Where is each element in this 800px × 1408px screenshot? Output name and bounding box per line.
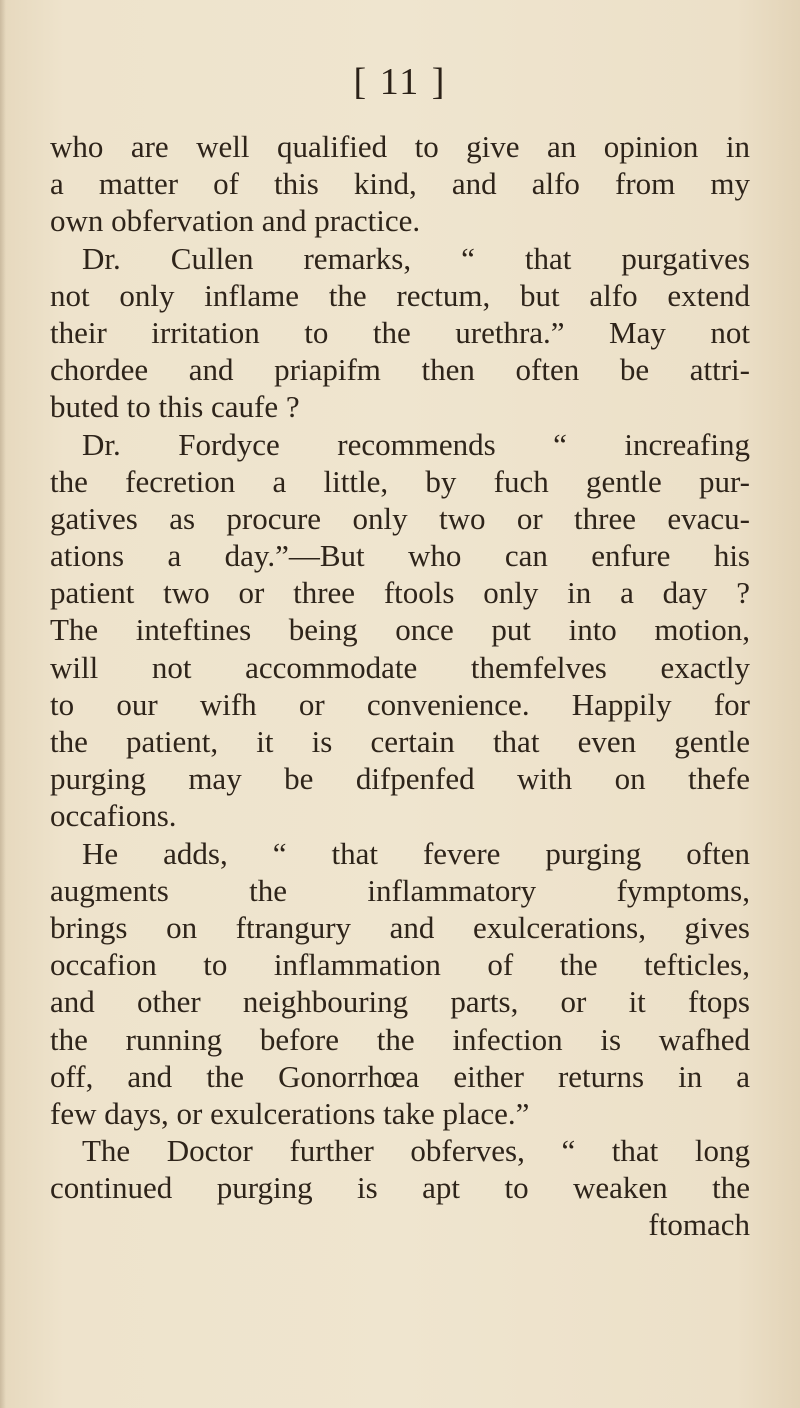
body-text [50,128,750,1244]
text-line: to our wifh or convenience. Happily for [50,686,750,722]
text-line: continued purging is apt to weaken the [50,1170,750,1206]
text-line: Dr. Fordyce recommends “ increafing [82,426,750,462]
text-line: The Doctor further obferves, “ that long [82,1133,750,1169]
text-line: The inteftines being once put into motion, [50,612,750,648]
text-line: purging may be difpenfed with on thefe [50,761,750,797]
text-line: a matter of this kind, and alfo from my [50,166,750,202]
text-line: their irritation to the urethra.” May not [50,314,750,350]
page-edge-shadow [0,0,6,1408]
catchword: ftomach [648,1207,750,1243]
text-line: the fecretion a little, by fuch gentle pur- [50,463,750,499]
text-line: Dr. Cullen remarks, “ that purgatives [82,240,750,276]
text-line: not only inflame the rectum, but alfo extend [50,277,750,313]
text-line: own obfervation and practice. [50,203,421,239]
text-line: who are well qualified to give an opinion in [50,129,750,164]
text-line: occafions. [50,798,177,834]
text-line: occafion to inflammation of the tefticles, [50,947,750,983]
text-line: buted to this caufe ? [50,389,300,425]
text-line: will not accommodate themfelves exactly [50,649,750,685]
text-line: off, and the Gonorrhœa either returns in a [50,1058,750,1094]
text-line: and other neighbouring parts, or it ftops [50,984,750,1020]
text-line: the running before the infection is wafhed [50,1021,750,1057]
text-line: few days, or exulcerations take place.” [50,1095,530,1131]
text-line: ations a day.”—But who can enfure his [50,538,750,574]
text-line: augments the inflammatory fymptoms, [50,872,750,908]
text-line: brings on ftrangury and exulcerations, gives [50,909,750,945]
text-line: chordee and priapifm then often be attri- [50,352,750,388]
page-number: [ 11 ] [353,61,447,103]
text-line: gatives as procure only two or three evacu- [50,500,750,536]
text-line: the patient, it is certain that even gentle [50,724,750,759]
text-line: He adds, “ that fevere purging often [82,835,750,871]
text-line: patient two or three ftools only in a day ? [50,575,750,611]
